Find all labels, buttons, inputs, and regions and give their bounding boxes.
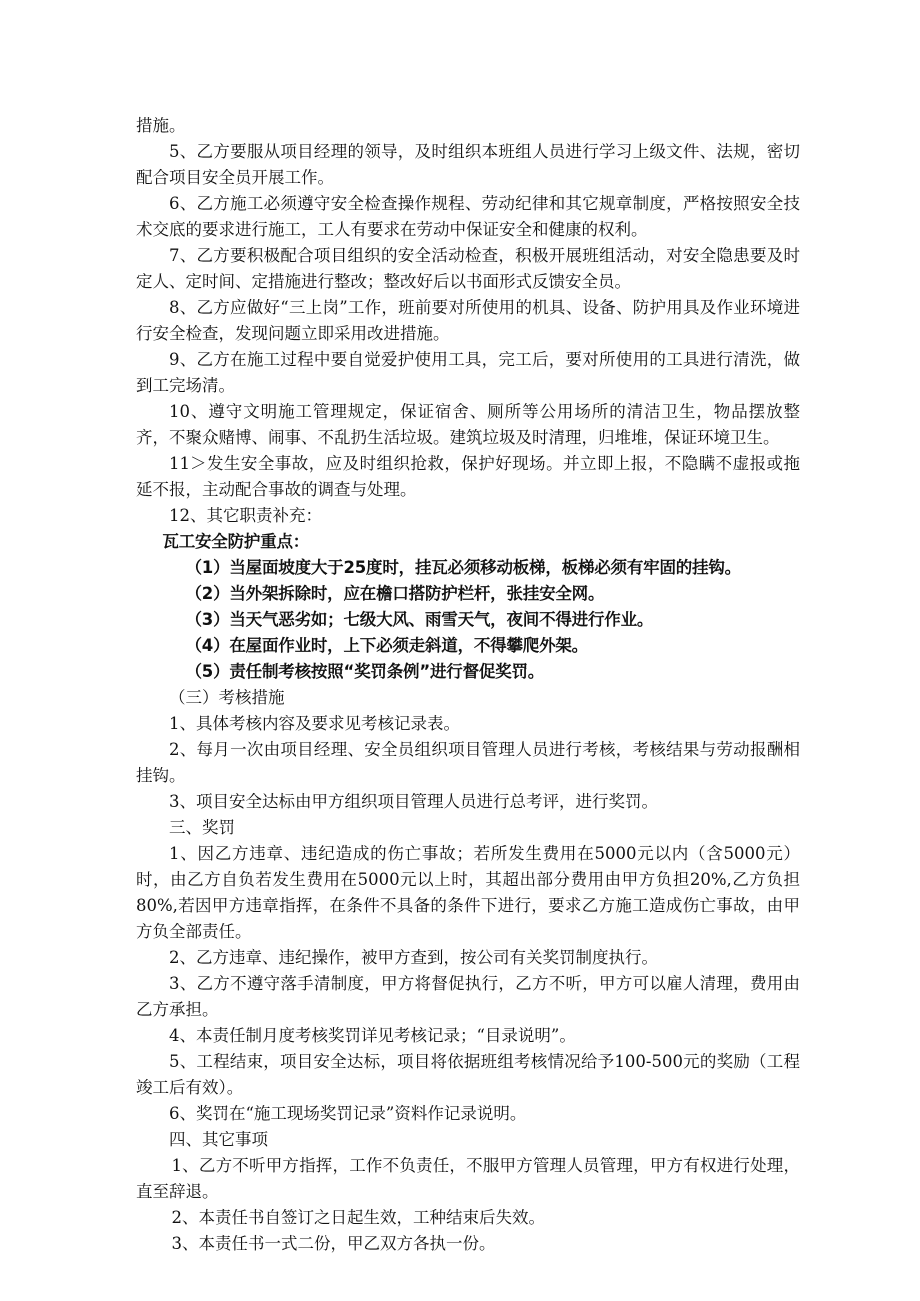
safety-item-2: （2）当外架拆除时，应在檐口搭防护栏杆，张挂安全网。 [185, 584, 605, 603]
reward-heading: 三、奖罚 [169, 818, 235, 837]
other-item-1: 1、乙方不听甲方指挥，工作不负责任，不服甲方管理人员管理，甲方有权进行处理，直至辞退。 [136, 1156, 800, 1201]
paragraph-item-8: 8、乙方应做好“三上岗”工作，班前要对所使用的机具、设备、防护用具及作业环境进行安全检查，发现问题立即采用改进措施。 [136, 298, 800, 343]
paragraph-measures-tail: 措施。 [136, 116, 186, 135]
reward-item-2: 2、乙方违章、违纪操作，被甲方查到，按公司有关奖罚制度执行。 [169, 948, 658, 967]
paragraph-item-6: 6、乙方施工必须遵守安全检查操作规程、劳动纪律和其它规章制度，严格按照安全技术交底的要求进行施工，工人有要求在劳动中保证安全和健康的权利。 [136, 194, 800, 239]
paragraph-item-12: 12、其它职责补充： [169, 506, 322, 525]
paragraph-item-7: 7、乙方要积极配合项目组织的安全活动检查，积极开展班组活动，对安全隐患要及时定人、定时间、定措施进行整改；整改好后以书面形式反馈安全员。 [136, 246, 800, 291]
assessment-heading: （三）考核措施 [169, 688, 285, 707]
assessment-item-1: 1、具体考核内容及要求见考核记录表。 [169, 714, 460, 733]
reward-item-6: 6、奖罚在“施工现场奖罚记录”资料作记录说明。 [169, 1104, 527, 1123]
paragraph-item-9: 9、乙方在施工过程中要自觉爱护使用工具，完工后，要对所使用的工具进行清洗，做到工完场清。 [136, 350, 800, 395]
paragraph-item-11: 11＞发生安全事故，应及时组织抢救，保护好现场。并立即上报，不隐瞒不虚报或拖延不报，主动配合事故的调查与处理。 [136, 454, 800, 499]
other-heading: 四、其它事项 [169, 1130, 268, 1149]
safety-heading: 瓦工安全防护重点： [162, 532, 310, 551]
document-body [136, 113, 800, 1257]
assessment-item-3: 3、项目安全达标由甲方组织项目管理人员进行总考评，进行奖罚。 [169, 792, 658, 811]
safety-item-3: （3）当天气恶劣如；七级大风、雨雪天气，夜间不得进行作业。 [185, 610, 654, 629]
other-item-2: 2、本责任书自签订之日起生效，工种结束后失效。 [171, 1208, 545, 1227]
paragraph-item-10: 10、遵守文明施工管理规定，保证宿舍、厕所等公用场所的清洁卫生，物品摆放整齐，不聚众赌博、闹事、不乱扔生活垃圾。建筑垃圾及时清理，归堆堆，保证环境卫生。 [136, 402, 800, 447]
other-item-3: 3、本责任书一式二份，甲乙双方各执一份。 [171, 1234, 496, 1253]
reward-item-3: 3、乙方不遵守落手清制度，甲方将督促执行，乙方不听，甲方可以雇人清理，费用由乙方承担。 [136, 974, 800, 1019]
reward-item-1: 1、因乙方违章、违纪造成的伤亡事故；若所发生费用在5000元以内（含5000元）时，由乙方自负若发生费用在5000元以上时，其超出部分费用由甲方负担20%,乙方负担80%,若因甲方违章指挥，在条件不具备的条件下进行，要求乙方施工造成伤亡事故，由甲方负全部责任。 [136, 844, 800, 941]
paragraph-item-5: 5、乙方要服从项目经理的领导，及时组织本班组人员进行学习上级文件、法规，密切配合项目安全员开展工作。 [136, 142, 800, 187]
reward-item-4: 4、本责任制月度考核奖罚详见考核记录；“目录说明”。 [169, 1026, 576, 1045]
assessment-item-2: 2、每月一次由项目经理、安全员组织项目管理人员进行考核，考核结果与劳动报酬相挂钩。 [136, 740, 800, 785]
safety-item-1: （1）当屋面坡度大于25度时，挂瓦必须移动板梯，板梯必须有牢固的挂钩。 [185, 558, 741, 577]
safety-item-5: （5）责任制考核按照“奖罚条例”进行督促奖罚。 [185, 662, 545, 681]
reward-item-5: 5、工程结束，项目安全达标，项目将依据班组考核情况给予100-500元的奖励（工程竣工后有效）。 [136, 1052, 800, 1097]
safety-item-4: （4）在屋面作业时，上下必须走斜道，不得攀爬外架。 [185, 636, 588, 655]
